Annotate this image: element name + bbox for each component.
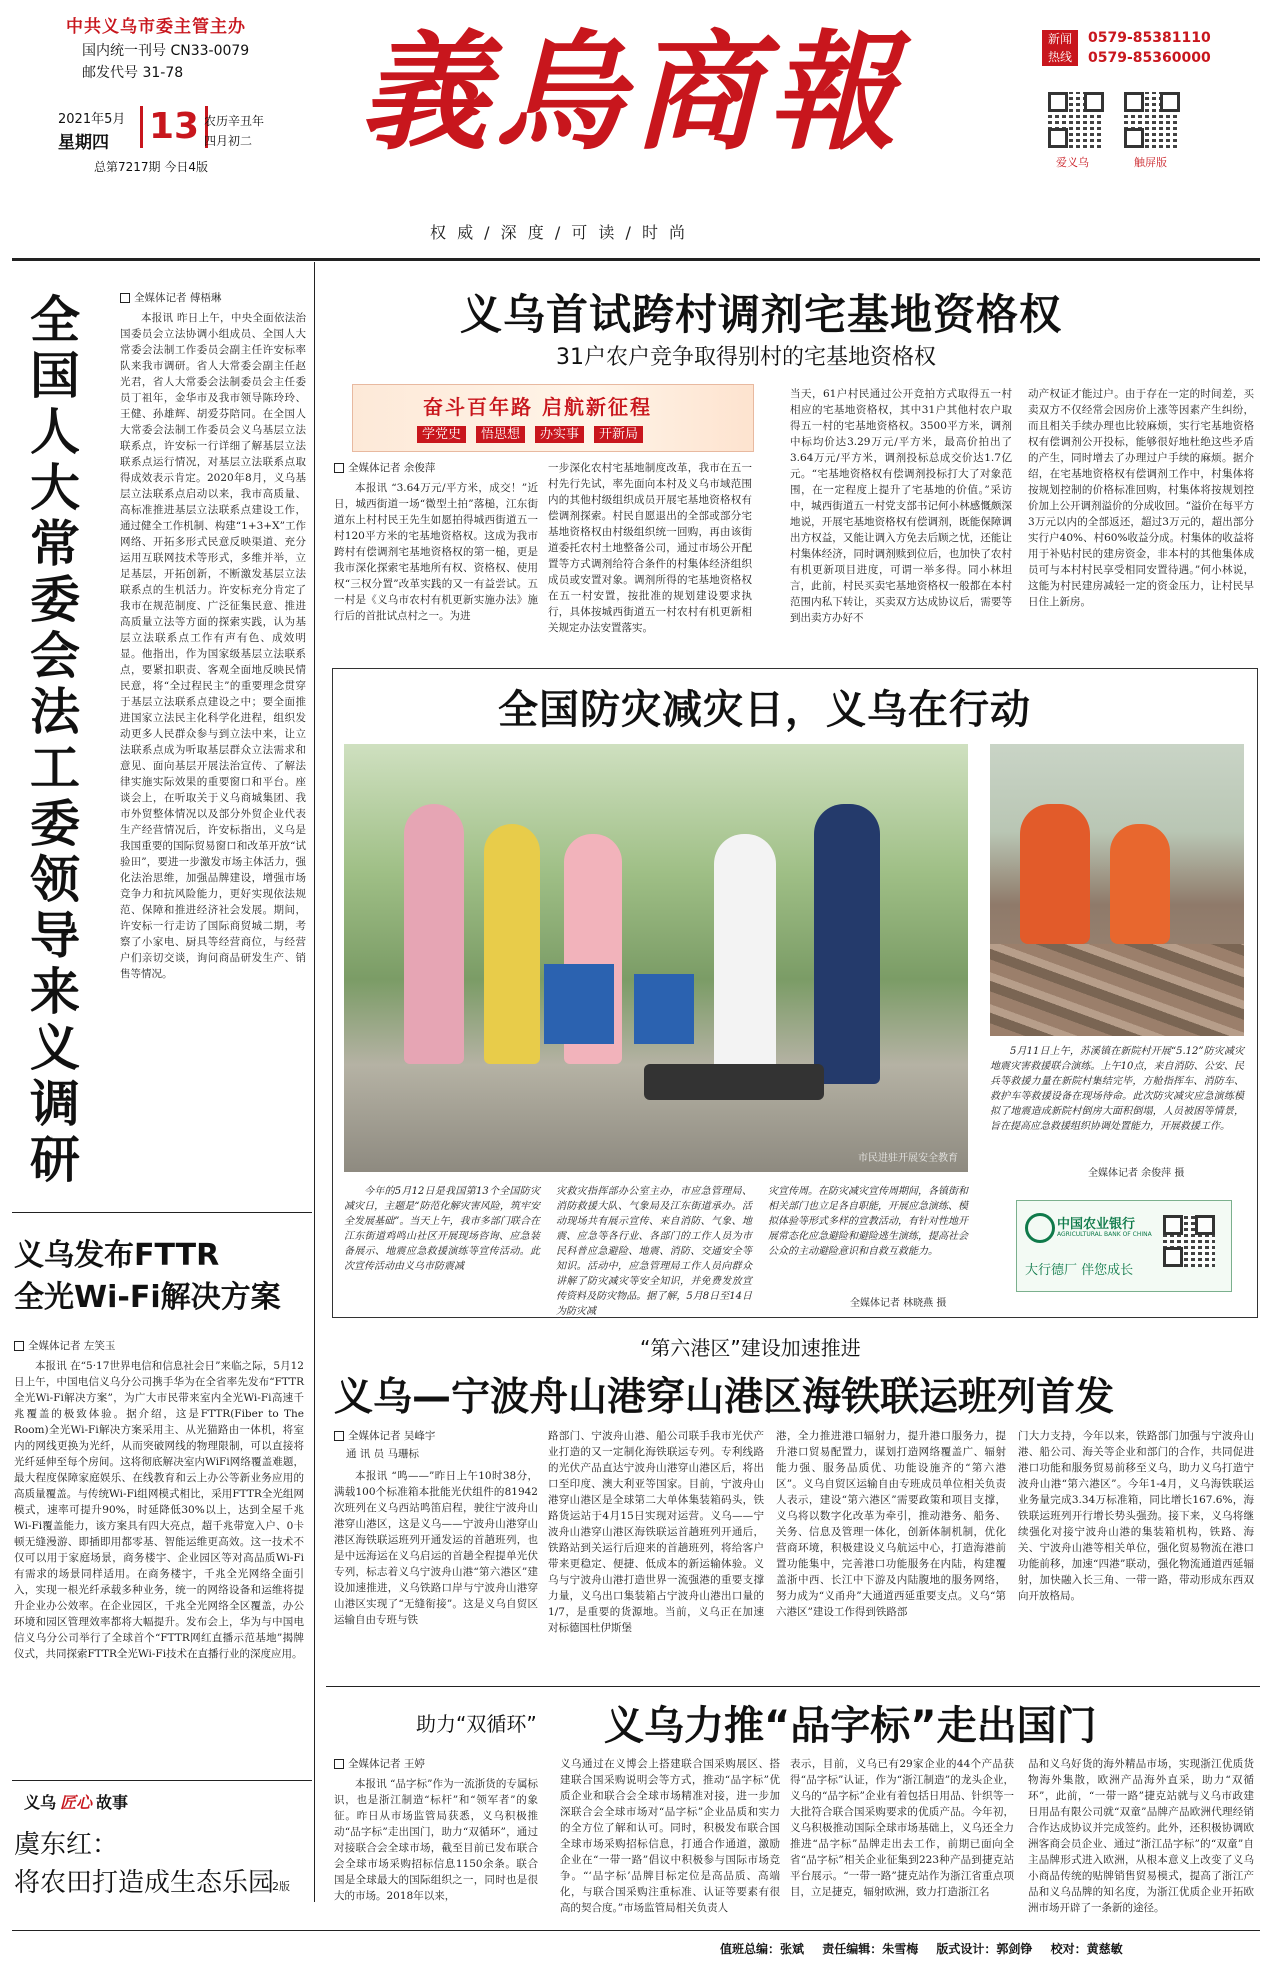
story2-caption-col2: 灾救灾指挥部办公室主办，市应急管理局、消防救援大队、气象局及江东街道承办。活动现场共有展示宣传、来自消防、气象、地震、应急等各行业、各部门的工作人员为市民科普应急避险、地震、消防、交通安全等知识。活动中，应急管理局工作人员向群众讲解了防灾减灾等安全知识，并免费发放宣传资料及防灾物品。据了解，5月8日至14日为防灾减 (556, 1186, 752, 1317)
photo-figure (404, 804, 464, 1064)
left-lead-headline: 全国人大常委会法工委领导来义调研 (30, 291, 80, 1189)
story3-byline-1: 全媒体记者 吴峰宇 (334, 1428, 435, 1443)
issn-line: 国内统一刊号 CN33-0079 (82, 43, 250, 59)
story-headline-1: 虞东红： (14, 1830, 119, 1860)
story2-caption-byline: 全媒体记者 林晓燕 摄 (850, 1298, 947, 1309)
story3-rule (326, 1686, 1260, 1687)
left-column-divider (314, 262, 315, 1902)
story2-caption-col1: 今年的5月12日是我国第13个全国防灾减灾日，主题是“防范化解灾害风险，筑牢安全发展基础”。当天上午，我市多部门联合在江东街道鸡鸣山社区开展现场咨询、应急装备展示、地震应急救援演练等宣传活动。此次宣传活动由义乌市防震减 (344, 1186, 540, 1272)
story4-col4: 品和义乌好货的海外精品市场，实现浙江优质货物海外集散，欧洲产品海外直采，助力“双循环”，此前，“一带一路”捷克站就与义乌市政建日用品有限公司就“双童”品牌产品欧洲代理经销合作达成协议并完成签约。此外，还积极协调欧洲客商会员企业、通过“浙江品字标”的“双童”自主品牌形式进入欧洲，从根本意义上改变了义乌小商品传统的贴牌销售贸易模式，提高了浙江产品和义乌品牌的知名度，为浙江优质企业开拓欧洲市场开辟了一条新的途径。 (1028, 1758, 1254, 1914)
story3-col3: 港，全力推进港口辐射力，提升港口服务力，提升港口贸易配置力，谋划打造网络覆盖广、辐射能力强、服务品质优、功能设施齐的“第六港区”。义乌自贸区运输自由专班成员单位相关负责人表示，建设“第六港区”需要政策和项目支撑，义乌将以数字化改革为牵引，推动港务、船务、关务、信息及管理一体化，创新体制机制，优化营商环境，积极建设义乌航运中心，打造海港前置功能集中，完善港口功能服务在内陆，构建覆盖浙中西、长江中下游及内陆腹地的服务网络，努力成为“义甬舟”大通道西延重要支点。义乌“第六港区”建设工作得到铁路部 (776, 1430, 1006, 1618)
story3-headline: 义乌—宁波舟山港穿山港区海铁联运班列首发 (334, 1375, 1115, 1420)
footer-designer: 版式设计：郭剑铮 (936, 1942, 1033, 1956)
footer-credits (720, 1940, 1123, 1957)
ftr-headline-2: 全光Wi-Fi解决方案 (14, 1280, 281, 1315)
phone-1: 0579-85381110 (1088, 30, 1211, 46)
lunar-year: 农历辛丑年 (204, 114, 265, 128)
hotline-label (1042, 30, 1078, 66)
newspaper-title: 義烏商報 (360, 18, 905, 168)
photo-equipment (644, 1064, 824, 1100)
qr2-label: 触屏版 (1134, 156, 1167, 169)
byline-box-icon (334, 1759, 344, 1769)
story1-banner (352, 384, 754, 452)
photo-bag (634, 974, 694, 1044)
byline-box-icon (120, 293, 130, 303)
story3-col1: 本报讯 “鸣——”昨日上午10时38分，满载100个标准箱本批能光伏组件的81942次班列在义乌西站鸣笛启程，驶往宁波舟山港穿山港区，这是义乌——宁波舟山港穿山港区海铁联运班列开通发运的首趟班列，也是中远海运在义乌启运的首趟全程提单光伏专列，标志着义乌宁波舟山港“第六港区”建设加速推进，义乌铁路口岸与宁波舟山港穿山港区实现了“无缝衔接”。这是义乌自贸区运输自由专班与铁 (334, 1470, 538, 1626)
story1-col3: 当天，61户村民通过公开竞拍方式取得五一村相应的宅基地资格权，其中31户其他村农户取得五一村的宅基地资格权。3500平方米，调剂中标均价达3.29万元/平方米，最高价拍出了3.64万元/平方米，调剂投标总成交价达1.7亿元。“宅基地资格权有偿调剂投标打大了对象范围，在一定程度上提升了宅基地的价值。”采访中，城西街道五一村党支部书记何小林感慨颇深地说，开展宅基地资格权有偿调剂，既能保障调出方权益，又能让调入方免去后顾之忧，还能让村集体经济，同时调剂赎到位后，也加快了农村有机更新项目进度，可谓一举多得。同小林坦言，此前，村民买卖宅基地资格权一般都在本村范围内私下转让，买卖双方达成协议后，需要等到出卖方办好不 (790, 388, 1012, 624)
bank-qr-code[interactable] (1163, 1215, 1215, 1267)
banner-tag: 悟思想 (476, 426, 525, 443)
byline-box-icon (14, 1341, 24, 1351)
story4-byline: 全媒体记者 王婷 (334, 1756, 425, 1771)
hotline-word: 热线 (1047, 50, 1072, 64)
story1-subhead: 31户农户竞争取得别村的宅基地资格权 (556, 345, 936, 370)
photo-bag (544, 964, 614, 1044)
story1-col1: 本报讯 “3.64万元/平方米，成交！”近日，城西街道一场“微型土拍”落槌，江东街道东上村村民王先生如愿拍得城西街道五一村120平方米的宅基地资格权。这成为我市跨村有偿调剂宅基地资格权的第一槌，更是我市深化探索宅基地所有权、资格权、使用权“三权分置”改革实践的又一有益尝试。五一村是《义乌市农村有机更新实施办法》施行后的首批试点村之一。为进 (334, 482, 538, 622)
story4-col1: 本报讯 “品字标”作为一流浙货的专属标识，也是浙江制造“标杆”和“领军者”的象征。昨日从市场监管局获悉，义乌积极推动“品字标”走出国门，助力“双循环”，通过对接联合会全球市场，截至目前已发布联合会全球市场采购招标信息1150余条。联合国是全球最大的国际组织之一，同时也是很大的市场。2018年以来， (334, 1778, 538, 1902)
photo-rescuer (1110, 824, 1170, 944)
issue-info: 总第7217期 今日4版 (94, 160, 208, 174)
story-page-ref[interactable]: 2版 (272, 1880, 290, 1893)
left-lead-byline: 全媒体记者 傅梧琳 (120, 290, 300, 305)
qr-code-aiyiwu[interactable] (1048, 92, 1104, 148)
byline-box-icon (334, 1431, 344, 1441)
byline-box-icon (334, 463, 344, 473)
column-label-mid: 匠心 (60, 1793, 93, 1812)
story3-col2: 路部门、宁波舟山港、船公司联手我市光伏产业打造的又一定制化海铁联运专列。专利线路的光伏产品直达宁波舟山港穿山港区后，将出口至印度、澳大利亚等国家。目前，宁波舟山港穿山港区是全球第二大单体集装箱码头，铁路货运站于4月15日实现对运营。义乌——宁波舟山港穿山港区海铁联运首趟班列开通后，铁路站到关运行后迎来的首趟班列，将给客户带来更稳定、便捷、低成本的新运输体验。义乌与宁波舟山港打造世界一流强港的重要支撑力量，义乌出口集装箱占宁波舟山港出口量的1/7，是重要的货源地。当前，义乌正在加速对标德国杜伊斯堡 (548, 1430, 764, 1634)
bank-slogan: 大行德厂 伴您成长 (1025, 1263, 1134, 1278)
banner-tag: 办实事 (535, 426, 584, 443)
story4-col3: 表示，目前，义乌已有29家企业的44个产品获得“品字标”认证，作为“浙江制造”的龙头企业，义乌的“品字标”企业有着包括日用品、针织等一大批符合联合国采购要求的优质产品。今年初，义乌积极推动国际全球市场基础上，义乌还全力推进“品字标”品牌走出去工作，前期已面向全省“品字标”相关企业征集到223种产品到捷克站平台展示。“一带一路”捷克站作为浙江省重点项目，立足捷克，辐射欧洲，致力打造浙江名 (790, 1758, 1014, 1898)
story2-caption-right-byline: 全媒体记者 余俊萍 摄 (1088, 1168, 1185, 1179)
date-year-month: 2021年5月 (58, 112, 126, 127)
weekday: 星期四 (58, 133, 109, 153)
photo-rubble (990, 944, 1244, 1036)
story4-col2: 义乌通过在义博会上搭建联合国采购展区、搭建联合国采购说明会等方式，推动“品字标”优质企业和联合会全球市场精准对接，进一步加深联合会全球市场对“品字标”企业品质和实力的全方位了解和认可。同时，积极发布联合国全球市场采购招标信息，打通合作通道，激励企业在“一带一路”倡议中积极参与国际市场竞争。“‘品字标’品牌目标定位是高品质、高端化，与联合国采购注重标准、认证等要素有很高的契合度。”市场监管局相关负责人 (560, 1758, 780, 1914)
story4-kicker: 助力“双循环” (416, 1712, 537, 1736)
lunar-day: 四月初二 (204, 134, 253, 148)
story4-headline: 义乌力推“品字标”走出国门 (604, 1703, 1097, 1749)
postal-code: 邮发代号 31-78 (82, 65, 184, 81)
masthead-rule (12, 258, 1260, 261)
banner-tag: 开新局 (594, 426, 643, 443)
left-rule-1 (12, 1212, 312, 1213)
story1-headline: 义乌首试跨村调剂宅基地资格权 (460, 290, 1063, 339)
column-label-start: 义乌 (24, 1793, 57, 1812)
column-label (24, 1790, 128, 1813)
story3-kicker: “第六港区”建设加速推进 (640, 1336, 861, 1360)
qr-code-touchscreen[interactable] (1124, 92, 1180, 148)
left-lead-body: 本报讯 昨日上午，中央全面依法治国委员会立法协调小组成员、全国人大常委会法制工作委员会副主任许安标率队来我市调研。省人大常委会副主任赵光君，省人大常委会法制委员会主任委员丁祖年，金华市及我市领导陈玲玲、王健、孙雄辉、胡爱芬陪同。在全国人大常委会法制工作委员会义乌基层立法联系点，许安标一行详细了解基层立法联系点运行情况，对基层立法联系点取得成效表示肯定。2020年8月，义乌基层立法联系点启动以来，我市高质量、高标准推进基层立法联系点建设工作，通过健全工作机制、构建“1+3+X”工作网络、开拓多形式民意反映渠道、充分运用互联网技术等形式，多维并举，立足基层，开拓创新，不断激发基层立法联系点的生机活力。许安标充分肯定了我市在规范制度、广泛征集民意、推进高质量立法等方面的探索实践，认为基层立法联系点工作有声有色、成效明显。他指出，作为国家级基层立法联系点，要紧扣职责、客观全面地反映民情民意，将“全过程民主”的重要理念贯穿于基层立法联系点建设之中；要全面推进国家立法民主化科学化进程，组织发动更多人民群众参与到立法中来，让立法联系点成为听取基层群众立法需求和意见、面向基层开展法治宣传、了解法律实施实际效果的重要窗口和平台。座谈会上，在听取关于义乌商城集团、我市外贸整体情况以及部分外贸企业代表生产经营情况后，许安标指出，义乌是我国重要的国际贸易窗口和改革开放“试验田”，要进一步激发市场主体活力，强化法治思维，加强品牌建设，增强市场竞争力和抗风险能力，更好实现依法规范、保障和推进经济社会发展。期间，许安标一行走访了国际商贸城二期，考察了小家电、厨具等经营商位，与经营户们亲切交谈，询问商品研发生产、销售等情况。 (120, 312, 306, 980)
masthead (0, 0, 1272, 250)
footer-duty-editor: 责任编辑：朱雪梅 (822, 1942, 919, 1956)
left-rule-2 (12, 1780, 312, 1781)
banner-tags (417, 423, 643, 442)
column-label-end: 故事 (96, 1793, 129, 1812)
phone-2: 0579-85360000 (1088, 50, 1211, 66)
photo-rescuer (1020, 804, 1090, 944)
ftr-headline-1: 义乌发布FTTR (14, 1238, 220, 1273)
story-headline-2: 将农田打造成生态乐园 (14, 1868, 275, 1898)
story2-caption-right: 5月11日上午，苏溪镇在新院村开展“5.12”防灾减灾地震灾害救援联合演练。上午10点，来自消防、公安、民兵等救援力量在新院村集结完毕，方舱指挥车、消防车、救护车等救援设备在现场待命。此次防灾减灾应急演练模拟了地震造成新院村倒房大面积倒塌，人员被困等情景，旨在提高应急救援组织协调处置能力，开展救援工作。 (990, 1046, 1244, 1132)
ftr-byline: 全媒体记者 左笑玉 (14, 1338, 115, 1353)
photo-figure (714, 834, 776, 1074)
sponsor-line: 中共义乌市委主管主办 (66, 17, 246, 37)
story1-col2: 一步深化农村宅基地制度改革，我市在五一村先行先试，率先面向本村及义乌市域范围内的其他村级组织成员开展宅基地资格权有偿调剂探索。村民自愿退出的全部或部分宅基地资格权由村级组织统一回购，再由该街道委托农村土地整备公司，通过市场公开配置等方式调剂给符合条件的村集体经济组织成员或安置对象。调剂所得的宅基地资格权在五一村安置，按批准的规划建设要求执行，具体按城西街道五一村农村有机更新相关规定办法安置落实。 (548, 462, 752, 634)
footer-editor: 值班总编：张斌 (720, 1942, 805, 1956)
story2-headline: 全国防灾减灾日，义乌在行动 (498, 687, 1031, 733)
story2-caption-col3: 灾宣传周。在防灾减灾宣传周期间，各镇街和相关部门也立足各自职能，开展应急演练、模拟体验等形式多样的宣教活动，有针对性地开展常态化应急避险和避险逃生演练，提高社会公众的主动避险意识和自救互救能力。 (768, 1186, 968, 1257)
slogan: 权 威 / 深 度 / 可 读 / 时 尚 (430, 223, 689, 242)
news-label: 新闻 (1047, 32, 1072, 46)
day-number: 13 (140, 106, 208, 148)
footer-rule (12, 1930, 1260, 1931)
story1-col4: 动产权证才能过户。由于存在一定的时间差，买卖双方不仅经常会因房价上涨等因素产生纠纷，而且相关手续办理也比较麻烦，实行宅基地资格权有偿调剂公开投标，能够很好地杜绝这些矛盾的产生，同时增去了办理过户手续的麻烦。据介绍，在宅基地资格权有偿调剂工作中，村集体将按规划控制的价格标准回购，村集体将按规划控价加上公开调剂溢价的分成收回。“溢价在每平方3万元以内的全部返还，超过3万元的，超出部分实行户40%、村60%收益分成。村集体的收益将用于补贴村民的建房资金，非本村的其他集体成员可与本村村民享受相同安置待遇。”何小林说，这能为村民建房减轻一定的资金压力，让村民早日住上新房。 (1028, 388, 1254, 608)
story1-byline: 全媒体记者 余俊萍 (334, 460, 435, 475)
bank-name: 中国农业银行 (1057, 1217, 1136, 1232)
story3-byline-2: 通 讯 员 马珊标 (346, 1448, 420, 1460)
photo-watermark: 市民进驻开展安全教育 (858, 1153, 958, 1164)
banner-title: 奋斗百年路 启航新征程 (423, 395, 652, 419)
qr1-label: 爱义乌 (1056, 156, 1089, 169)
story3-col4: 门大力支持，今年以来，铁路部门加强与宁波舟山港、船公司、海关等企业和部门的合作，共同促进港口功能和服务贸易前移至义乌，助力义乌打造宁波舟山港“第六港区”。今年1-4月，义乌海铁联运业务量完成3.34万标准箱，同比增长167.6%，海铁联运班列开行增长势头强劲。接下来，义乌将继续强化对接宁波舟山港的集装箱机构，铁路、海关、宁波舟山港等相关单位，强化贸易物流在港口功能前移，加速“四港”联动，强化物流通道西延辐射，加快融入长三角、一带一路，带动形成东西双向开放格局。 (1018, 1430, 1254, 1602)
bank-name-en: AGRICULTURAL BANK OF CHINA (1057, 1231, 1152, 1238)
footer-proof: 校对：黄慈敏 (1050, 1942, 1123, 1956)
photo-figure (484, 824, 540, 1064)
bank-ad[interactable] (1016, 1200, 1232, 1292)
earthquake-drill-photo (990, 744, 1244, 1036)
drill-demo-photo (344, 744, 968, 1172)
photo-figure (814, 804, 880, 1084)
banner-tag: 学党史 (417, 426, 466, 443)
bank-logo-icon (1025, 1213, 1055, 1243)
ftr-body: 本报讯 在“5·17世界电信和信息社会日”来临之际，5月12日上午，中国电信义乌分公司携手华为在全省率先发布“FTTR全光Wi-Fi解决方案”，为广大市民带来室内全光Wi-Fi高速千兆覆盖的极致体验。据介绍，这是FTTR(Fiber to The Room)全光Wi-Fi解决方案采用主、从光猫路由一体机，将室内的网线更换为光纤，从而突破网线的物理限制，可以直接将光纤延伸至每个房间。这将彻底解决室内WiFi网络覆盖难题，最大程度保障家庭娱乐、在线教育和云上办公等新业务应用的高质量覆盖。与传统Wi-Fi组网模式相比，采用FTTR全光组网模式，速率可提升90%，时延降低30%以上，达到全屋千兆Wi-Fi覆盖能力，该方案具有四大亮点，超千兆带宽入户、0卡顿无缝漫游、即插即用都零基、智能运维更高效。这一技术不仅可以用于家庭场景，商务楼宇、企业园区等对高品质Wi-Fi有需求的场景同样适用。在商务楼宇，千兆全光网络全面引入，实现一根光纤承载多种业务，统一的网络设备和运维将提升企业办公效率。在企业园区，千兆全光网络全区覆盖，办公环境和园区管理效率都将大幅提升。发布会上，华为与中国电信义乌分公司举行了全球首个“FTTR网红直播示范基地”揭牌仪式，共同探索FTTR全光Wi-Fi技术在直播行业的深度应用。 (14, 1360, 304, 1660)
